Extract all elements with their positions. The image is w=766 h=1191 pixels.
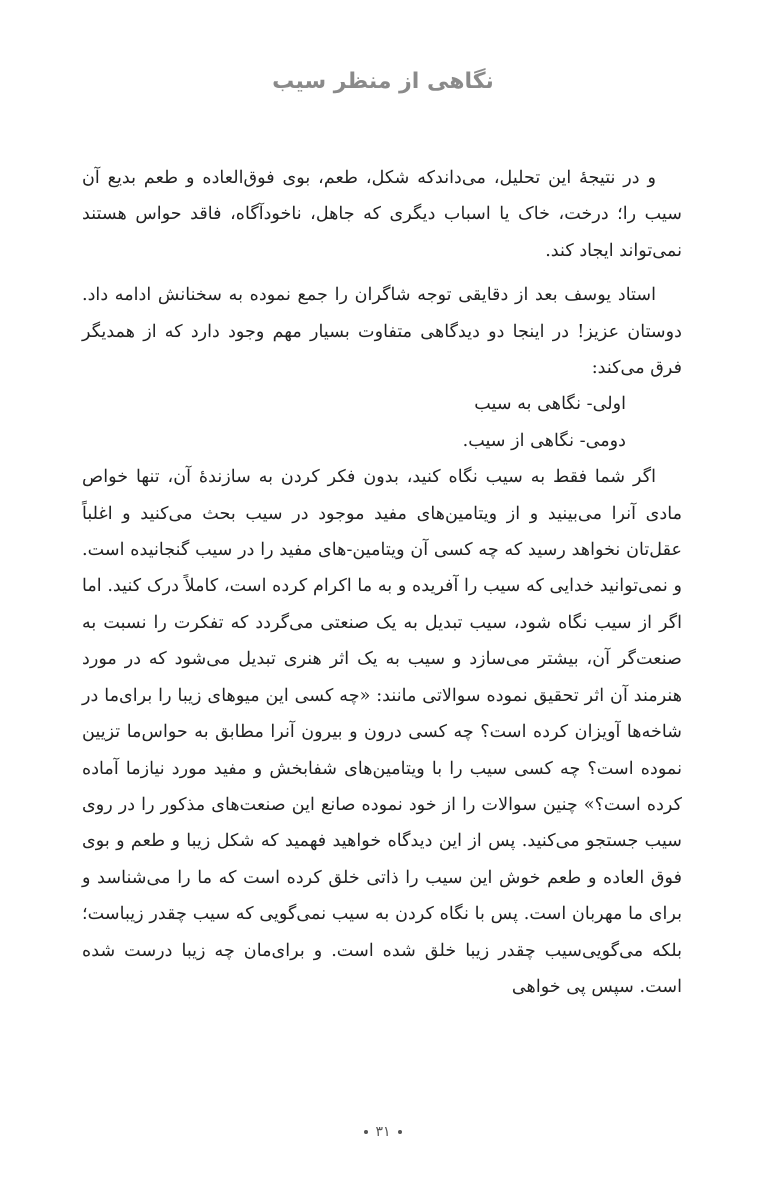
paragraph-3: اگر شما فقط به سیب نگاه کنید، بدون فکر کردن به سازندهٔ آن، تنها خواص مادی آنرا می‌بینید و از ویتامین‌های مفید موجود در سیب بحث می‌کنید و اغلباً عقل‌تان نخواهد رسید که چه کسی آن ویتامین-های مفید را در سیب گنجانیده است. و نمی‌توانید خدایی که سیب را آفریده و به ما اکرام کرده است، کاملاً درک کنید. اما اگر از سیب نگاه شود، سیب تبدیل به یک صنعتی می‌گردد که تفکرت را نسبت به صنعت‌گر آن، بیشتر می‌سازد و سیب به یک اثر هنری تبدیل می‌شود که در مورد هنرمند آن اثر تحقیق نموده سوالاتی مانند: «چه کسی این میوهای زیبا را برای‌ما در شاخه‌ها آویزان کرده است؟ چه کسی درون و بیرون آنرا مطابق به حواس‌ما تزیین نموده است؟ چه کسی سیب را با ویتامین‌های شفابخش و مفید مورد نیازما آماده کرده است؟» چنین سوالات را از خود نموده صانع این صنعت‌های مذکور را در روی سیب جستجو می‌کنید. پس از این دیدگاه خواهید فهمید که شکل زیبا و طعم و بوی فوق العاده و طعم خوش این سیب را ذاتی خلق کرده است که ما را می‌شناسد و برای ما مهربان است. پس با نگاه کردن به سیب نمی‌گویی که سیب چقدر زیباست؛ بلکه می‌گویی‌سیب چقدر زیبا خلق شده است. و برای‌مان چه زیبا درست شده است. سپس پی خواهی (82, 467, 682, 997)
page-footer (0, 1124, 766, 1140)
body-text (82, 160, 682, 1005)
bullet-icon (398, 1130, 402, 1134)
list-item-first: اولی- نگاهی به سیب (474, 394, 626, 415)
paragraph-2: استاد یوسف بعد از دقایقی توجه شاگران را جمع نموده به سخنانش ادامه داد. دوستان عزیز! در اینجا دو دیدگاهی متفاوت بسیار مهم وجود دارد که از همدیگر فرق می‌کند: (82, 285, 682, 379)
list-item-second: دومی- نگاهی از سیب. (462, 430, 626, 451)
running-title: نگاهی از منظر سیب (272, 69, 494, 94)
page-number: ۳۱ (375, 1124, 391, 1140)
bullet-icon (364, 1130, 368, 1134)
paragraph-1: و در نتیجهٔ این تحلیل، می‌داندکه شکل، طعم، بوی فوق‌العاده و طعم بدیع آن سیب را؛ درخت، خاک یا اسباب دیگری که جاهل، ناخودآگاه، فاقد حواس هستند نمی‌تواند ایجاد کند. (82, 168, 682, 261)
